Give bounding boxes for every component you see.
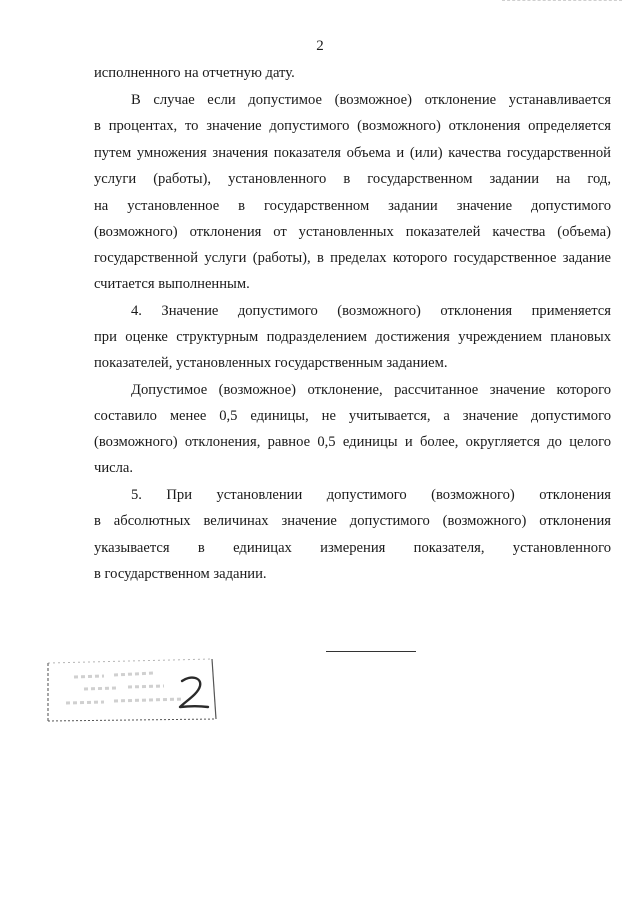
scan-edge-marks (502, 0, 622, 7)
text-line: исполненного на отчетную дату. (94, 65, 295, 81)
text-line: в абсолютных величинах значение допустимого (возможного) отклонения (94, 513, 611, 529)
text-line: числа. (94, 460, 134, 476)
end-separator-line (326, 651, 416, 652)
text-line: (возможного) отклонения, равное 0,5 единицы и более, округляется до целого (94, 434, 611, 450)
text-line: показателей, установленных государственным заданием. (94, 355, 448, 371)
text-line: на установленное в государственном задании значение допустимого (94, 198, 611, 214)
text-line: в государственном задании. (94, 566, 267, 582)
text-line: составило менее 0,5 единицы, не учитывается, а значение допустимого (94, 408, 611, 424)
text-line: Допустимое (возможное) отклонение, рассчитанное значение которого (131, 382, 611, 398)
text-line: услуги (работы), установленного в государственном задании на год, (94, 171, 611, 187)
page-number: 2 (316, 38, 324, 54)
text-line: считается выполненным. (94, 276, 250, 292)
text-line: государственной услуги (работы), в пределах которого государственное задание (94, 250, 611, 266)
stamp-graphic (44, 655, 220, 727)
text-line: 5. При установлении допустимого (возможного) отклонения (131, 487, 611, 503)
registration-stamp (44, 655, 220, 727)
text-line: 4. Значение допустимого (возможного) отклонения применяется (131, 303, 611, 319)
text-line: путем умножения значения показателя объема и (или) качества государственной (94, 145, 611, 161)
text-line: в процентах, то значение допустимого (возможного) отклонения определяется (94, 118, 611, 134)
text-line: В случае если допустимое (возможное) отклонение устанавливается (131, 92, 611, 108)
text-line: при оценке структурным подразделением достижения учреждением плановых (94, 329, 611, 345)
text-line: указывается в единицах измерения показателя, установленного (94, 540, 611, 556)
text-line: (возможного) отклонения от установленных показателей качества (объема) (94, 224, 611, 240)
